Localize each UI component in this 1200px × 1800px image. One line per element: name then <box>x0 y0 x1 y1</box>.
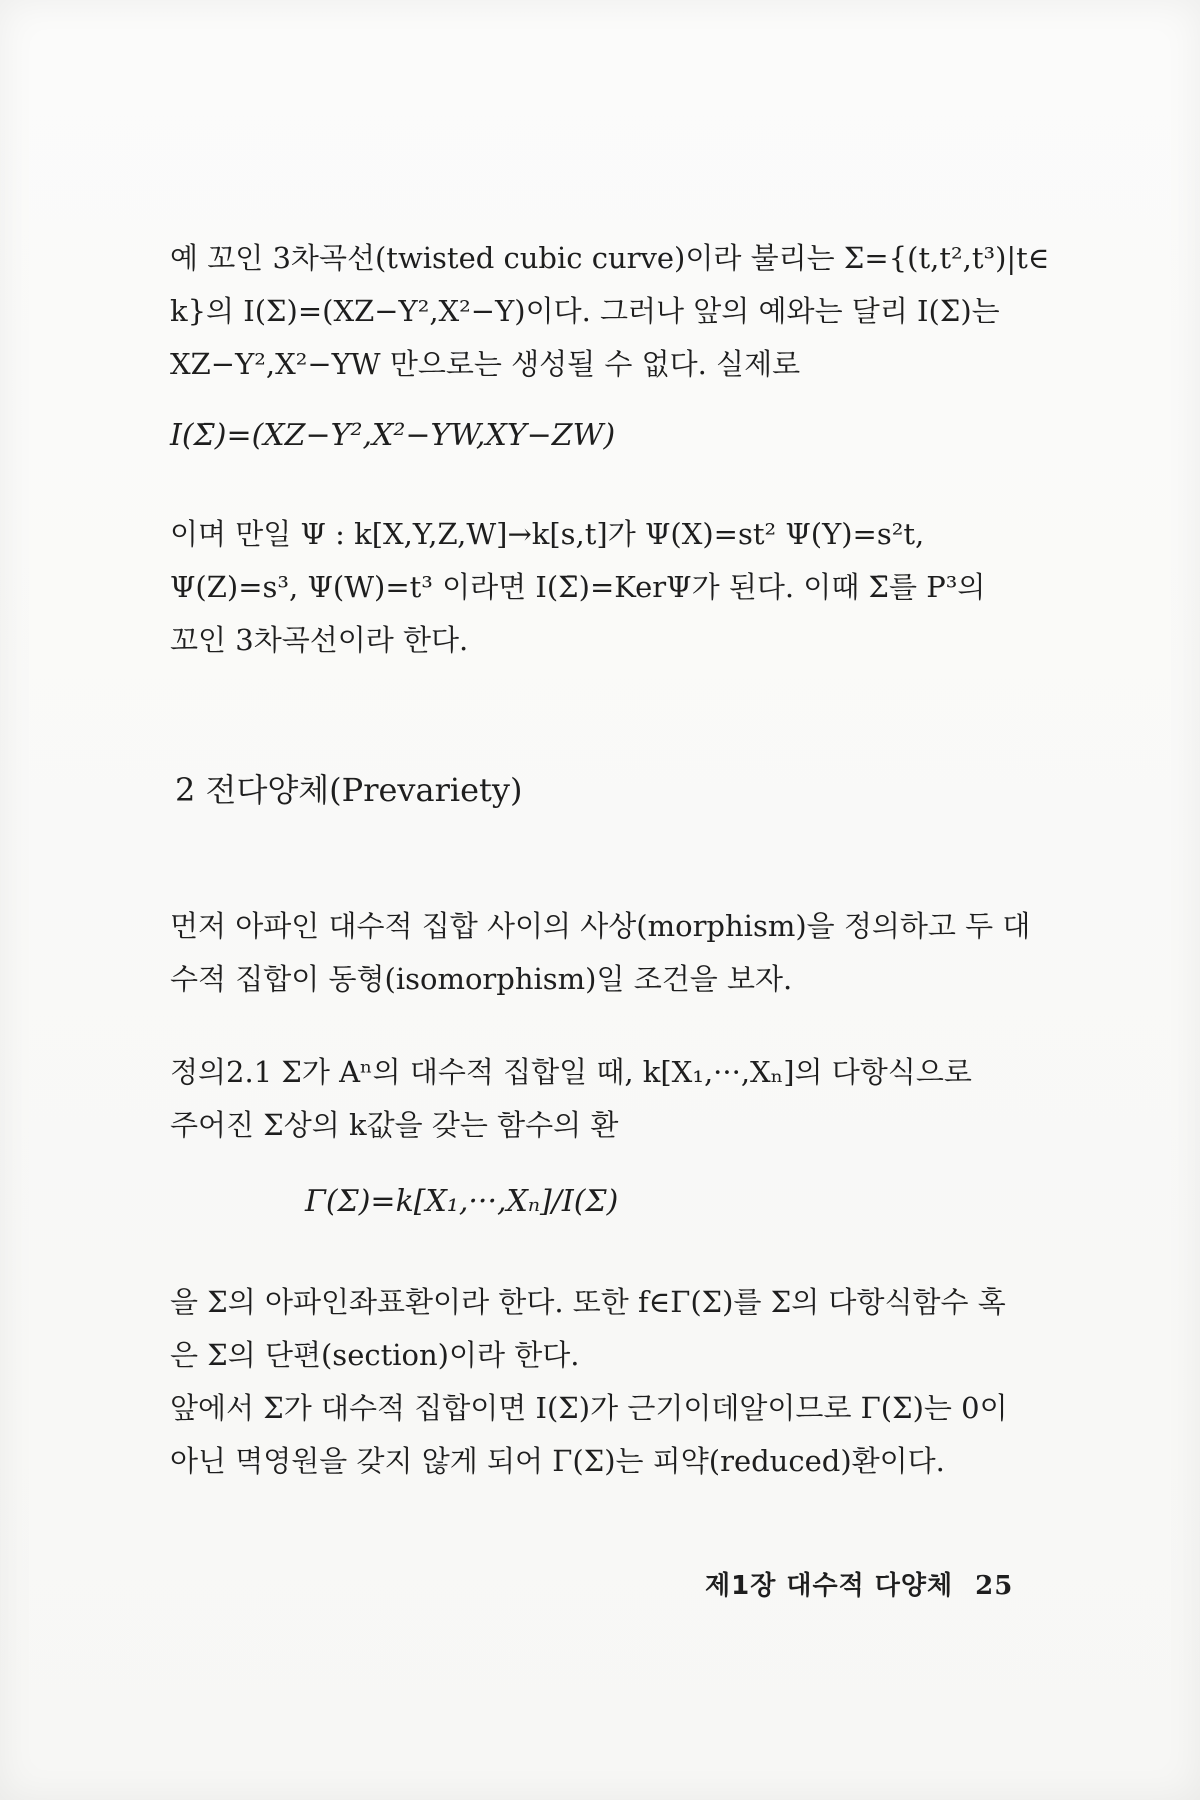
formula-coordinate-ring: Γ(Σ)=k[X₁,···,Xₙ]/I(Σ) <box>305 1184 619 1219</box>
text-line: k}의 I(Σ)=(XZ−Y²,X²−Y)이다. 그러나 앞의 예와는 달리 I(Σ̄)는 <box>170 294 1000 328</box>
formula-ideal: I(Σ̄)=(XZ−Y²,X²−YW,XY−ZW) <box>170 418 616 453</box>
text-line: XZ−Y²,X²−YW 만으로는 생성될 수 없다. 실제로 <box>170 347 801 381</box>
text-line: 정의2.1 Σ가 Aⁿ의 대수적 집합일 때, k[X₁,···,Xₙ]의 다항식으로 <box>170 1055 972 1089</box>
chapter-title: 제1장 대수적 다양체 <box>705 1571 954 1601</box>
definition-paragraph <box>170 1046 1030 1152</box>
text-line: 앞에서 Σ가 대수적 집합이면 I(Σ)가 근기이데알이므로 Γ(Σ)는 0이 <box>170 1391 1008 1425</box>
text-line: 수적 집합이 동형(isomorphism)일 조건을 보자. <box>170 962 793 996</box>
text-line: 주어진 Σ상의 k값을 갖는 함수의 환 <box>170 1108 619 1142</box>
text-line: 을 Σ의 아파인좌표환이라 한다. 또한 f∈Γ(Σ)를 Σ의 다항식함수 혹 <box>170 1285 1006 1319</box>
text-line: Ψ(Z)=s³, Ψ(W)=t³ 이라면 I(Σ̄)=KerΨ가 된다. 이때 Σ̄를 P³의 <box>170 570 986 604</box>
definition-continuation <box>170 1276 1030 1488</box>
intro-paragraph <box>170 900 1030 1006</box>
section-heading: 2 전다양체(Prevariety) <box>175 771 523 809</box>
text-line: 꼬인 3차곡선이라 한다. <box>170 623 469 657</box>
example-paragraph <box>170 232 1050 391</box>
text-line: 아닌 멱영원을 갖지 않게 되어 Γ(Σ)는 피약(reduced)환이다. <box>170 1444 945 1478</box>
page-footer <box>705 1565 1013 1602</box>
text-line: 이며 만일 Ψ : k[X,Y,Z,W]→k[s,t]가 Ψ(X)=st² Ψ(Y)=s²t, <box>170 517 925 551</box>
example-continuation <box>170 508 1030 667</box>
text-line: 은 Σ의 단편(section)이라 한다. <box>170 1338 580 1372</box>
text-line: 먼저 아파인 대수적 집합 사이의 사상(morphism)을 정의하고 두 대 <box>170 909 1031 943</box>
text-line: 예 꼬인 3차곡선(twisted cubic curve)이라 불리는 Σ={(t,t²,t³)|t∈ <box>170 241 1050 275</box>
page-number: 25 <box>975 1571 1014 1601</box>
